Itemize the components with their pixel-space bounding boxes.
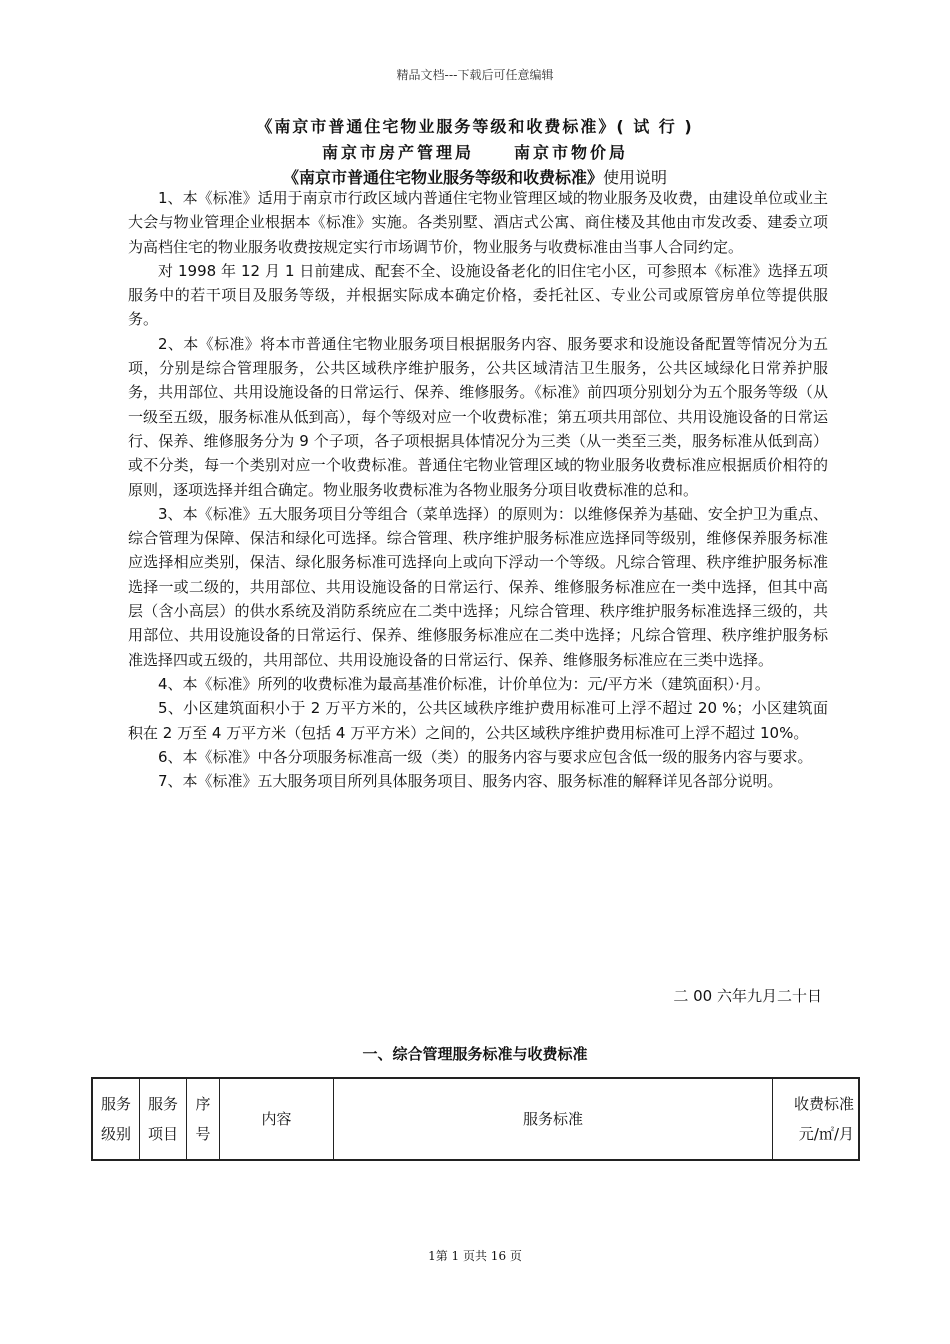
paragraph-6: 5、小区建筑面积小于 2 万平方米的，公共区域秩序维护费用标准可上浮不超过 20 %；小区建筑面积在 2 万至 4 万平方米（包括 4 万平方米）之间的，公共区域秩序维护费用标准可上浮不超过 10%。 (128, 699, 828, 742)
paragraph-3: 2、本《标准》将本市普通住宅物业服务项目根据服务内容、服务要求和设施设备配置等情况分为五项，分别是综合管理服务，公共区域秩序维护服务，公共区域清洁卫生服务，公共区域绿化日常养护服务，共用部位、共用设施设备的日常运行、保养、维修服务。《标准》前四项分别划分为五个服务等级（从一级至五级，服务标准从低到高），每个等级对应一个收费标准；第五项共用部位、共用设施设备的日常运行、保养、维修服务分为 9 个子项，各子项根据具体情况分为三类（从一类至三类，服务标准从低到高）或不分类，每一个类别对应一个收费标准。普通住宅物业管理区域的物业服务收费标准应根据质价相符的原则，逐项选择并组合确定。物业服务收费标准为各物业服务分项目收费标准的总和。 (128, 334, 828, 499)
page-footer: 1第 1 页共 16 页 (428, 1249, 522, 1263)
paragraph-5: 4、本《标准》所列的收费标准为最高基准价标准，计价单位为：元/平方米（建筑面积）·月。 (158, 674, 770, 693)
standards-table (91, 1077, 860, 1161)
paragraph-4: 3、本《标准》五大服务项目分等组合（菜单选择）的原则为：以维修保养为基础、安全护卫为重点、综合管理为保障、保洁和绿化可选择。综合管理、秩序维护服务标准应选择同等级别，维修保养服务标准应选择相应类别，保洁、绿化服务标准可选择向上或向下浮动一个等级。凡综合管理、秩序维护服务标准选择一或二级的，共用部位、共用设施设备的日常运行、保养、维修服务标准应在一类中选择，但其中高层（含小高层）的供水系统及消防系统应在二类中选择；凡综合管理、秩序维护服务标准选择三级的，共用部位、共用设施设备的日常运行、保养、维修服务标准应在二类中选择；凡综合管理、秩序维护服务标准选择四或五级的，共用部位、共用设施设备的日常运行、保养、维修服务标准应在三类中选择。 (128, 504, 828, 669)
issuers (0, 140, 950, 163)
paragraph-2: 对 1998 年 12 月 1 日前建成、配套不全、设施设备老化的旧住宅小区，可参照本《标准》选择五项服务中的若干项目及服务等级，并根据实际成本确定价格，委托社区、专业公司或原管房单位等提供服务。 (128, 261, 828, 329)
header-sequence: 序 号 (187, 1078, 220, 1160)
header-service-item: 服务 项目 (140, 1078, 187, 1160)
issuer-price-bureau: 南京市物价局 (514, 143, 629, 162)
section-title: 一、综合管理服务标准与收费标准 (362, 1045, 588, 1063)
header-fee-standard: 收费标准 元/㎡/月 (773, 1078, 860, 1160)
instructions-title (0, 165, 950, 188)
header-note: 精品文档---下载后可任意编辑 (396, 68, 554, 82)
instructions-suffix: 使用说明 (603, 168, 668, 187)
instructions-body (128, 186, 828, 793)
instructions-doc-name: 《南京市普通住宅物业服务等级和收费标准》 (282, 168, 603, 187)
document-title: 《南京市普通住宅物业服务等级和收费标准》( 试 行 ) (256, 117, 694, 136)
table-header-row (92, 1078, 859, 1160)
issuer-housing-bureau: 南京市房产管理局 (321, 143, 474, 162)
paragraph-8: 7、本《标准》五大服务项目所列具体服务项目、服务内容、服务标准的解释详见各部分说明。 (158, 772, 783, 791)
header-content: 内容 (220, 1078, 334, 1160)
paragraph-7: 6、本《标准》中各分项服务标准高一级（类）的服务内容与要求应包含低一级的服务内容与要求。 (158, 747, 813, 766)
header-service-level: 服务 级别 (92, 1078, 140, 1160)
issue-date: 二 00 六年九月二十日 (673, 987, 822, 1005)
paragraph-1: 1、本《标准》适用于南京市行政区域内普通住宅物业管理区域的物业服务及收费，由建设单位或业主大会与物业管理企业根据本《标准》实施。各类别墅、酒店式公寓、商住楼及其他由市发改委、建委立项为高档住宅的物业服务收费按规定实行市场调节价，物业服务与收费标准由当事人合同约定。 (128, 189, 828, 256)
header-service-standard: 服务标准 (334, 1078, 773, 1160)
